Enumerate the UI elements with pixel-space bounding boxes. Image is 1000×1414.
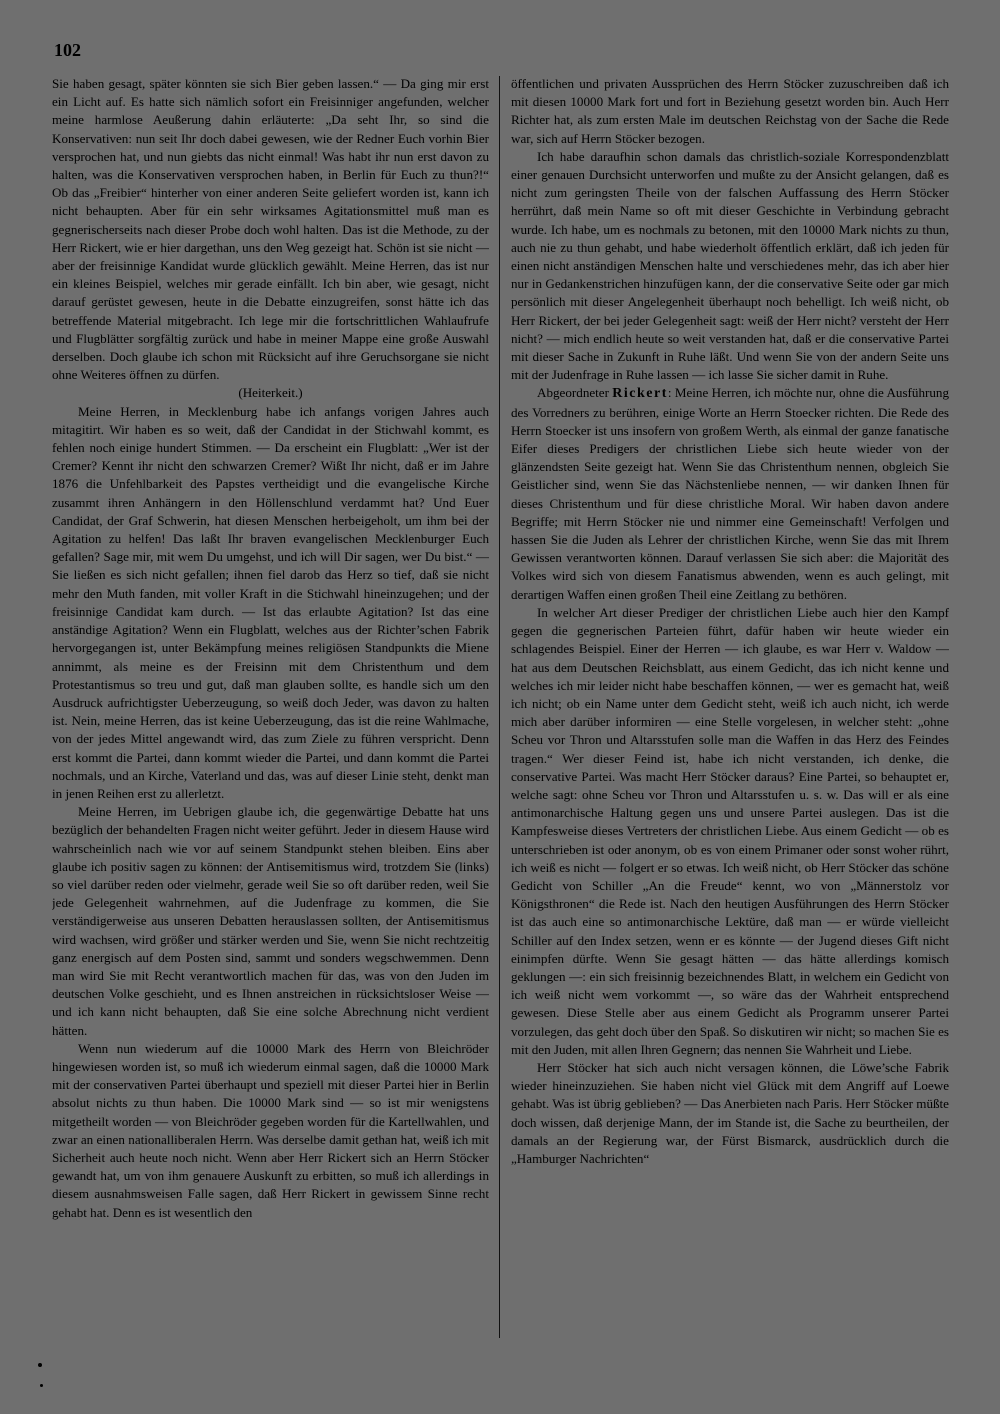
paragraph: Meine Herren, im Uebrigen glaube ich, die gegenwärtige Debatte hat uns bezüglich der behandelten Fragen nicht weiter geführt. Jeder in diesem Hause wird wahrscheinlich nach wie vor auf seinem Standpunkt stehen bleiben. Eins aber glaube ich positiv sagen zu können: der Antisemitismus wird, trotzdem Sie (links) so viel darüber reden oder vielmehr, gerade weil Sie so oft darüber reden, weil Sie jede Gelegenheit wahrnehmen, auf die Judenfrage zu kommen, die Sie verständigerweise aus unseren Debatten herauslassen sollten, der Antisemitismus wird wachsen, wird größer und stärker werden und Sie, wenn Sie nicht rechtzeitig ganz energisch auf dem Posten sind, sammt und sonders wegschwemmen. Denn man wird Sie mit Recht verantwortlich machen für das, was von den Juden im deutschen Volke geschieht, und es Ihnen anstreichen in rücksichtsloser Weise — und ich kann nicht behaupten, daß Sie eine solche Abrechnung nicht verdient hätten. xyxy=(52,804,489,1038)
right-column xyxy=(511,75,949,1360)
paragraph xyxy=(511,384,949,603)
scan-speck xyxy=(40,1384,43,1387)
paragraph: In welcher Art dieser Prediger der christlichen Liebe auch hier den Kampf gegen die gegnerischen Parteien führt, dafür haben wir heute wieder ein schlagendes Beispiel. Einer der Herren — ich glaube, es war Herr v. Waldow — hat aus dem Deutschen Reichsblatt, aus einem Gedicht, das ich nicht kenne und welches ich mir leider nicht habe beschaffen können, — wer es gemacht hat, weiß ich nicht; ob ein Name unter dem Gedicht steht, weiß ich auch nicht, ich werde mich aber darüber informiren — eine Stelle vorgelesen, in welcher steht: „ohne Scheu vor Thron und Altarsstufen solle man die Waffen in das Herz des Feindes tragen.“ Wer dieser Feind ist, habe ich nicht verstanden, ich denke, die conservative Partei. Was macht Herr Stöcker daraus? Eine Partei, so behauptet er, welche sagt: ohne Scheu vor Thron und Altarsstufen u. s. w. Das will er als eine antimonarchische Haltung gegen uns und unsere Partei auslegen. Das ist die Kampfesweise dieses Vertreters der christlichen Liebe. Aus einem Gedicht — ob es unterschrieben ist oder anonym, ob es von einem Primaner oder sonst woher rührt, ich weiß es nicht — folgert er so etwas. Ich weiß nicht, ob Herr Stöcker das schöne Gedicht von Schiller „An die Freude“ kennt, wo von „Männerstolz vor Königsthronen“ die Rede ist. Nach den heutigen Ausführungen des Herrn Stöcker ist das auch eine so antimonarchische Lektüre, daß man — er würde vielleicht Schiller auf den Index setzen, wenn er es könnte — der Jugend dieses Gift nicht einimpfen dürfte. Wenn Sie gesagt hätten — das hätte allerdings komisch geklungen —: ein sich freisinnig bezeichnendes Blatt, in welchem ein Gedicht von ich weiß nicht wem vorkommt —, so wäre das der Wahrheit entsprechend gewesen. Diese Stelle aber aus einem Gedicht als Programm unserer Partei vorzulegen, das geht doch über den Spaß. So diskutiren wir nicht; so machen Sie es mit den Juden, mit allen Ihren Gegnern; das nennen Sie Wahrheit und Liebe. xyxy=(511,604,949,1057)
speech-text: : Meine Herren, ich möchte nur, ohne die Ausführung des Vorredners zu berühren, einige Worte an Herrn Stoecker richten. Die Rede des Herrn Stoecker ist uns insofern von großem Werth, als einmal der ganze fanatische Eifer dieses Predigers der christlichen Liebe sich heute wieder von der glänzendsten Seite gezeigt hat. Wenn Sie das Christenthum nennen, obgleich Sie Geistlicher sind, wenn Sie das Nächstenliebe nennen, — wir danken Ihnen für dieses Christenthum und für diese christliche Moral. Wir haben davon andere Begriffe; mit Herrn Stöcker nie und nimmer eine Gemeinschaft! Verfolgen und hassen Sie die Juden als Lehrer der christlichen Kirche, wenn Sie das mit Ihrem Gewissen verantworten können. Darauf verlassen Sie sich aber: die Majorität des Volkes wird sich von diesem Fanatismus abwenden, wenn es auch gelingt, mit derartigen Waffen einen großen Theil eine Zeitlang zu bethören. xyxy=(511,385,949,602)
column-divider xyxy=(499,76,500,1338)
scan-speck xyxy=(38,1363,42,1367)
speaker-name: Rickert xyxy=(612,386,668,402)
left-column xyxy=(52,75,489,1360)
paragraph: Meine Herren, in Mecklenburg habe ich anfangs vorigen Jahres auch mitagitirt. Wir haben es so weit, daß der Candidat in der Stichwahl kommt, es fehlen noch einige hundert Stimmen. — Da erscheint ein Flugblatt: „Wer ist der Cremer? Kennt ihr nicht den schwarzen Cremer? Wißt Ihr nicht, daß er im Jahre 1876 die Unfehlbarkeit des Papstes vertheidigt und die evangelische Kirche zusammt ihren Anhängern in den Höllenschlund verdammt hat? Und Euer Candidat, der Graf Schwerin, hat diesen Menschen herbeigeholt, um ihm bei der Agitation zu helfen! Das laßt Ihr braven evangelischen Mecklenburger Euch gefallen? Sage mir, mit wem Du umgehst, und ich will Dir sagen, wer Du bist.“ — Sie ließen es sich nicht gefallen; ihnen fiel darob das Herz so tief, daß sie nicht mehr den Muth fanden, mit voller Kraft in die Stichwahl hineinzugehen; und der freisinnige Candidat kam durch. — Ist das erlaubte Agitation? Ist das eine anständige Agitation? Wenn ein Flugblatt, welches aus der Richter’schen Fabrik hervorgegangen ist, unter Bekämpfung meines religiösen Standpunkts die Miene annimmt, als meine es der Freisinn mit dem Christenthum und dem Protestantismus so treu und gut, daß man glauben sollte, es handle sich um den Ausdruck aufrichtigster Ueberzeugung, so weiß doch Jeder, was davon zu halten ist. Nein, meine Herren, das ist keine Ueberzeugung, das ist die reine Wahlmache, von der jedes Mittel angewandt wird, das zum Ziele zu führen verspricht. Denn erst kommt die Partei, dann kommt wieder die Partei, und dann kommt die Partei nochmals, und an Kirche, Vaterland und das, was auf dieser Linie steht, denkt man in jenen Reihen erst zu allerletzt. xyxy=(52,403,489,801)
paragraph: Herr Stöcker hat sich auch nicht versagen können, die Löwe’sche Fabrik wieder hineinzuziehen. Sie haben nicht viel Glück mit dem Angriff auf Loewe gehabt. Was ist übrig geblieben? — Das Anerbieten nach Paris. Herr Stöcker müßte doch wissen, daß derjenige Mann, der im Stande ist, die Sache zu beurtheilen, der damals an der Regierung war, der Fürst Bismarck, ausdrücklich durch die „Hamburger Nachrichten“ xyxy=(511,1059,949,1166)
page-number: 102 xyxy=(54,40,81,60)
speaker-prefix: Abgeordneter xyxy=(537,385,613,401)
paragraph: (Heiterkeit.) xyxy=(238,385,303,401)
paragraph: öffentlichen und privaten Aussprüchen des Herrn Stöcker zuzuschreiben daß ich mit diesen 10000 Mark fort und fort in Beziehung gesetzt worden bin. Auch Herr Richter hat, als zum ersten Male im deutschen Reichstag von der Sache die Rede war, sich auf Herrn Stöcker bezogen. xyxy=(511,76,949,146)
paragraph: Ich habe daraufhin schon damals das christlich-soziale Korrespondenzblatt einer genauen Durchsicht unterworfen und mußte zu der Ansicht gelangen, daß es nicht zum geringsten Theile von der falschen Auffassung des Herrn Stöcker herrührt, daß mein Name so oft mit dieser Geschichte in Verbindung gebracht wurde. Ich habe, um es nochmals zu betonen, mit den 10000 Mark nichts zu thun, auch nie zu thun gehabt, und habe wiederholt öffentlich erklärt, daß ich jeden für einen nicht anständigen Menschen halte und verschiedenes mehr, das ich aber hier nur in Gedankenstrichen hinzufügen kann, der die conservative Seite oder gar mich persönlich mit dieser Angelegenheit überhaupt noch behelligt. Ich weiß nicht, ob Herr Rickert, der bei jeder Gelegenheit sagt: weiß der Herr nicht? versteht der Herr nicht? — mich endlich heute so weit verstanden hat, daß er die conservative Partei mit dieser Sache in Zukunft in Ruhe läßt. Und wenn Sie von der andern Seite uns mit der Judenfrage in Ruhe lassen — ich lasse Sie sicher damit in Ruhe. xyxy=(511,148,949,383)
paragraph: Wenn nun wiederum auf die 10000 Mark des Herrn von Bleichröder hingewiesen worden ist, so muß ich wiederum einmal sagen, daß die 10000 Mark mit der conservativen Partei überhaupt und speziell mit dieser Partei hier in Berlin absolut nichts zu thun haben. Die 10000 Mark sind — so ist mir wenigstens mitgetheilt worden — von Bleichröder gegeben worden für die Kartellwahlen, und zwar an einen nationalliberalen Herrn. Was derselbe damit gethan hat, weiß ich mit Sicherheit auch heute noch nicht. Wenn aber Herr Rickert sich an Herrn Stöcker gewandt hat, um von ihm genauere Auskunft zu erbitten, so muß ich allerdings in diesem ausnahmsweisen Falle sagen, daß Herr Rickert in gewissem Sinne recht gehabt hat. Denn es ist wesentlich den xyxy=(52,1040,489,1220)
paragraph: Sie haben gesagt, später könnten sie sich Bier geben lassen.“ — Da ging mir erst ein Licht auf. Es hatte sich nämlich sofort ein Freisinniger angefunden, welcher meine harmlose Aeußerung dahin erläuterte: „Da seht Ihr, so sind die Konservativen: nun seit Ihr doch dabei gewesen, wie der Redner Euch vorhin Bier versprochen hat, und nun giebts das nicht einmal! Was habt ihr nun erst davon zu halten, was die Konservativen versprochen haben, in Berlin für Euch zu thun?!“ Ob das „Freibier“ hinterher von einer anderen Seite geliefert worden ist, kann ich nicht behaupten. Aber für ein sehr wirksames Agitationsmittel muß man es gegnerischerseits nach dieser Probe doch wohl halten. Das ist die Methode, zu der Herr Rickert, wie er hier dargethan, uns den Weg gezeigt hat. Schön ist sie nicht — aber der freisinnige Kandidat wurde glücklich gewählt. Meine Herren, das ist nur ein kleines Beispiel, welches mir gerade einfällt. Ich bin aber, wie gesagt, nicht darauf gerüstet gewesen, heute in die Debatte einzugreifen, sonst hätte ich das betreffende Material mitgebracht. Ich lege mir die fortschrittlichen Wahlaufrufe und Flugblätter sorgfältig zurück und habe in meiner Mappe eine große Auswahl derselben. Doch glaube ich schon mit Rücksicht auf ihre Geruchsorgane sie nicht ohne Weiteres öffnen zu dürfen. xyxy=(52,76,489,383)
